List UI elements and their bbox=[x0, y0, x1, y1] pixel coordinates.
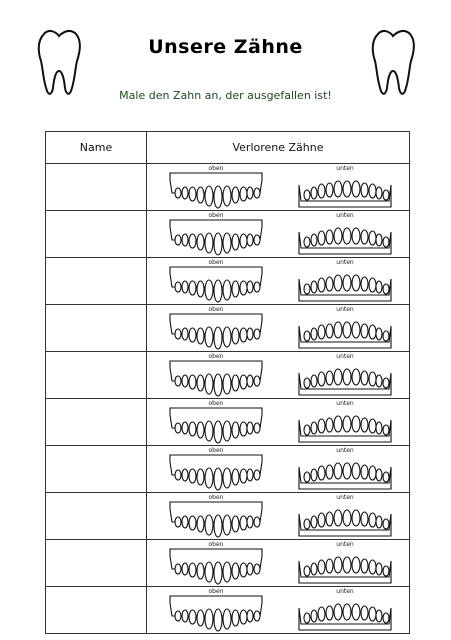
jaw-pair bbox=[147, 259, 409, 303]
upper-jaw-icon bbox=[167, 171, 265, 209]
upper-jaw-label: oben bbox=[208, 588, 224, 595]
upper-jaw-label: oben bbox=[208, 306, 224, 313]
jaw-pair bbox=[147, 212, 409, 256]
upper-jaw-label: oben bbox=[208, 165, 224, 172]
lost-teeth-cell bbox=[147, 305, 410, 352]
jaw-pair bbox=[147, 447, 409, 491]
upper-jaw-icon bbox=[167, 218, 265, 256]
lost-teeth-cell bbox=[147, 446, 410, 493]
upper-jaw[interactable] bbox=[167, 165, 265, 209]
upper-jaw-icon bbox=[167, 453, 265, 491]
upper-jaw-icon bbox=[167, 359, 265, 397]
jaw-pair bbox=[147, 165, 409, 209]
lower-jaw-icon bbox=[296, 453, 394, 491]
lower-jaw-icon bbox=[296, 265, 394, 303]
upper-jaw-label: oben bbox=[208, 212, 224, 219]
upper-jaw-label: oben bbox=[208, 494, 224, 501]
lower-jaw[interactable] bbox=[296, 541, 394, 585]
name-cell[interactable] bbox=[46, 446, 147, 493]
lower-jaw-icon bbox=[296, 359, 394, 397]
lower-jaw-label: unten bbox=[336, 400, 354, 407]
lost-teeth-cell bbox=[147, 493, 410, 540]
table-row bbox=[46, 446, 410, 493]
table-row bbox=[46, 540, 410, 587]
page-title: Unsere Zähne bbox=[148, 36, 303, 58]
lost-teeth-cell bbox=[147, 540, 410, 587]
lower-jaw-icon bbox=[296, 171, 394, 209]
lower-jaw[interactable] bbox=[296, 306, 394, 350]
column-header-lost-teeth: Verlorene Zähne bbox=[147, 132, 410, 164]
lower-jaw-icon bbox=[296, 500, 394, 538]
table-row bbox=[46, 164, 410, 211]
table-row bbox=[46, 352, 410, 399]
lost-teeth-cell bbox=[147, 164, 410, 211]
name-cell[interactable] bbox=[46, 164, 147, 211]
name-cell[interactable] bbox=[46, 399, 147, 446]
upper-jaw[interactable] bbox=[167, 447, 265, 491]
lost-teeth-cell bbox=[147, 587, 410, 634]
upper-jaw-icon bbox=[167, 547, 265, 585]
column-header-name: Name bbox=[46, 132, 147, 164]
lower-jaw-label: unten bbox=[336, 494, 354, 501]
upper-jaw-label: oben bbox=[208, 259, 224, 266]
lower-jaw[interactable] bbox=[296, 212, 394, 256]
lost-teeth-cell bbox=[147, 258, 410, 305]
name-cell[interactable] bbox=[46, 493, 147, 540]
lost-teeth-cell bbox=[147, 352, 410, 399]
upper-jaw-label: oben bbox=[208, 447, 224, 454]
jaw-pair bbox=[147, 588, 409, 632]
lower-jaw-label: unten bbox=[336, 165, 354, 172]
lower-jaw-label: unten bbox=[336, 588, 354, 595]
lower-jaw-icon bbox=[296, 218, 394, 256]
upper-jaw-label: oben bbox=[208, 541, 224, 548]
jaw-pair bbox=[147, 494, 409, 538]
lower-jaw-icon bbox=[296, 406, 394, 444]
table-row bbox=[46, 211, 410, 258]
lower-jaw[interactable] bbox=[296, 259, 394, 303]
lower-jaw-label: unten bbox=[336, 353, 354, 360]
upper-jaw[interactable] bbox=[167, 494, 265, 538]
upper-jaw[interactable] bbox=[167, 353, 265, 397]
jaw-pair bbox=[147, 400, 409, 444]
upper-jaw-icon bbox=[167, 406, 265, 444]
lower-jaw-label: unten bbox=[336, 541, 354, 548]
lower-jaw-icon bbox=[296, 312, 394, 350]
upper-jaw[interactable] bbox=[167, 400, 265, 444]
lower-jaw-icon bbox=[296, 594, 394, 632]
upper-jaw-icon bbox=[167, 500, 265, 538]
instruction-text: Male den Zahn an, der ausgefallen ist! bbox=[119, 89, 332, 102]
lower-jaw-icon bbox=[296, 547, 394, 585]
lower-jaw-label: unten bbox=[336, 306, 354, 313]
name-cell[interactable] bbox=[46, 587, 147, 634]
lower-jaw-label: unten bbox=[336, 447, 354, 454]
upper-jaw-icon bbox=[167, 594, 265, 632]
upper-jaw[interactable] bbox=[167, 212, 265, 256]
upper-jaw-icon bbox=[167, 312, 265, 350]
table-row bbox=[46, 305, 410, 352]
table-row bbox=[46, 399, 410, 446]
lower-jaw-label: unten bbox=[336, 259, 354, 266]
upper-jaw[interactable] bbox=[167, 306, 265, 350]
name-cell[interactable] bbox=[46, 211, 147, 258]
name-cell[interactable] bbox=[46, 352, 147, 399]
lower-jaw[interactable] bbox=[296, 588, 394, 632]
jaw-pair bbox=[147, 353, 409, 397]
name-cell[interactable] bbox=[46, 258, 147, 305]
lower-jaw[interactable] bbox=[296, 353, 394, 397]
table-row bbox=[46, 587, 410, 634]
upper-jaw[interactable] bbox=[167, 259, 265, 303]
lower-jaw[interactable] bbox=[296, 400, 394, 444]
jaw-pair bbox=[147, 541, 409, 585]
lower-jaw[interactable] bbox=[296, 447, 394, 491]
upper-jaw-label: oben bbox=[208, 400, 224, 407]
name-cell[interactable] bbox=[46, 540, 147, 587]
lost-teeth-cell bbox=[147, 211, 410, 258]
table-row bbox=[46, 258, 410, 305]
upper-jaw-icon bbox=[167, 265, 265, 303]
lower-jaw-label: unten bbox=[336, 212, 354, 219]
teeth-table bbox=[45, 131, 410, 634]
table-row bbox=[46, 493, 410, 540]
upper-jaw[interactable] bbox=[167, 541, 265, 585]
upper-jaw-label: oben bbox=[208, 353, 224, 360]
jaw-pair bbox=[147, 306, 409, 350]
table-header-row bbox=[46, 132, 410, 164]
lower-jaw[interactable] bbox=[296, 165, 394, 209]
upper-jaw[interactable] bbox=[167, 588, 265, 632]
lower-jaw[interactable] bbox=[296, 494, 394, 538]
lost-teeth-cell bbox=[147, 399, 410, 446]
name-cell[interactable] bbox=[46, 305, 147, 352]
